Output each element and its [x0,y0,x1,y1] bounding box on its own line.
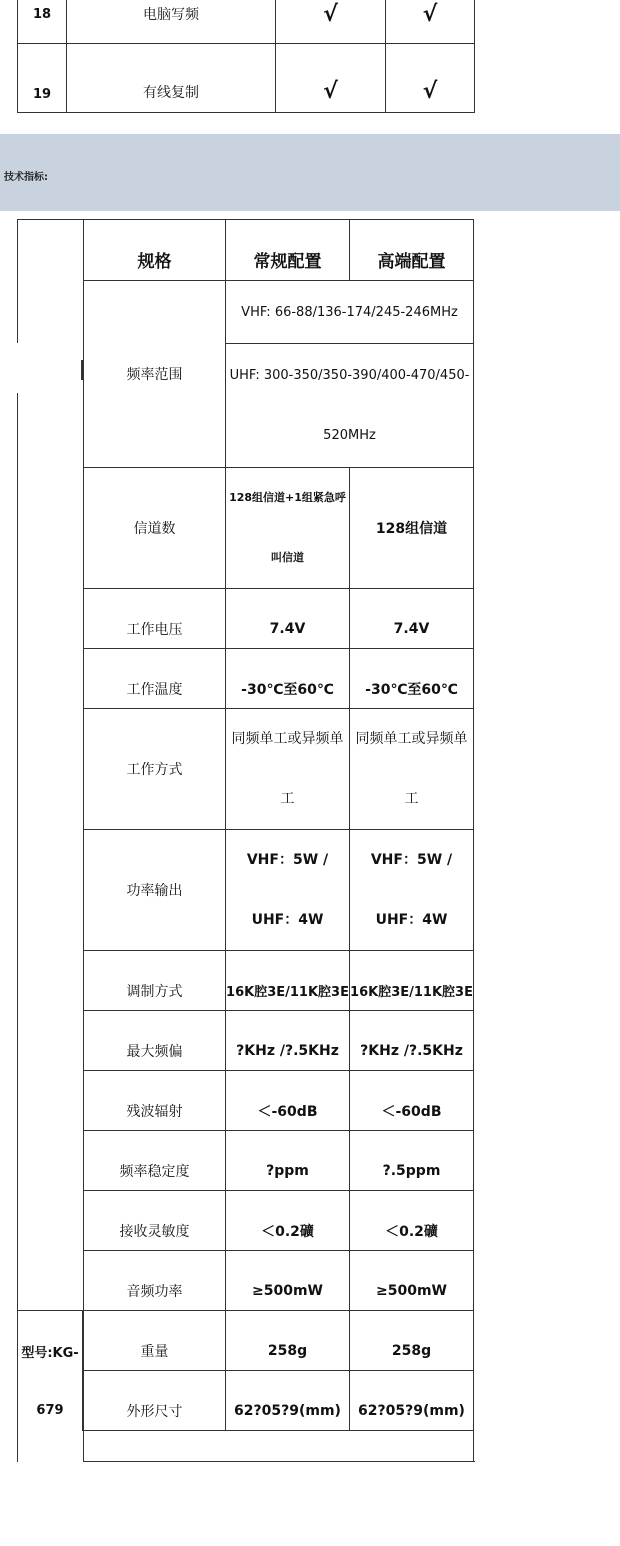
section-title: 技术指标: [4,172,48,183]
spec-value-line: UHF: 300-350/350-390/400-470/450- [229,367,470,383]
spec-value-line: 520MHz [323,427,376,443]
table-row [18,1311,474,1371]
spec-label: 信道数 [84,468,226,589]
check-mark: √ [276,0,386,44]
check-mark: √ [276,44,386,113]
spec-value-line: VHF：5W / [370,852,453,868]
spec-value-line: UHF：4W [375,912,448,928]
model-cell-blank [18,220,84,1462]
spec-value-line: 工 [280,791,295,807]
check-mark: √ [386,0,475,44]
spec-table [17,219,474,1462]
table-row [18,1011,474,1071]
spec-value-standard: 7.4V [226,589,350,649]
spec-value-high: 7.4V [350,589,474,649]
table-header-row [18,220,474,281]
table-row [18,1071,474,1131]
table-row [18,709,474,830]
spec-value-standard: 258g [226,1311,350,1371]
spec-value-high: 128组信道 [350,468,474,589]
row-number: 18 [18,0,67,44]
model-line: 型号:KG- [21,1346,79,1361]
spec-value-standard: 16K腔3E/11K腔3E [226,951,350,1011]
table-row [18,1191,474,1251]
spec-value-high: 16K腔3E/11K腔3E [350,951,474,1011]
spec-label: 重量 [84,1311,226,1371]
check-mark: √ [386,44,475,113]
table-row [18,830,474,951]
spec-label: 残波辐射 [84,1071,226,1131]
spec-label: 功率输出 [84,830,226,951]
header-spec: 规格 [84,220,226,281]
spec-value-standard: 62?05?9(mm) [226,1371,350,1431]
model-line: 679 [36,1403,64,1418]
table-row [18,468,474,589]
model-cell [17,1310,83,1431]
spec-value-high [350,709,474,830]
spec-label: 工作电压 [84,589,226,649]
spec-label: 频率范围 [84,281,226,468]
render-glitch-line [81,360,84,380]
row-number: 19 [18,44,67,113]
spec-value-high [350,830,474,951]
table-row [18,1131,474,1191]
spec-value-standard: ?KHz /?.5KHz [226,1011,350,1071]
spec-label: 最大频偏 [84,1011,226,1071]
spec-value-high: -30℃至60℃ [350,649,474,709]
table-row [18,1251,474,1311]
spec-label: 工作温度 [84,649,226,709]
spec-value-standard [226,468,350,589]
spec-value-line: 128组信道+1组紧急呼 [229,491,346,504]
spec-value-standard: -30℃至60℃ [226,649,350,709]
feature-name: 有线复制 [67,44,276,113]
spec-value-high: 258g [350,1311,474,1371]
spec-value [226,344,474,468]
spec-value-standard: ＜0.2礦 [226,1191,350,1251]
feature-name: 电脑写频 [67,0,276,44]
table-row [18,951,474,1011]
spec-value-high: ≥500mW [350,1251,474,1311]
spec-label: 接收灵敏度 [84,1191,226,1251]
table-row [18,0,475,44]
empty-footer-cell [84,1431,474,1462]
table-row [18,281,474,344]
spec-value-line: 叫信道 [271,551,304,564]
spec-label: 音频功率 [84,1251,226,1311]
spec-value-line: 工 [404,791,419,807]
spec-value-line: 同频单工或异频单 [231,731,344,747]
spec-value-high: 62?05?9(mm) [350,1371,474,1431]
spec-label: 外形尺寸 [84,1371,226,1431]
spec-value-high: ＜-60dB [350,1071,474,1131]
header-standard: 常规配置 [226,220,350,281]
table-row [18,589,474,649]
table-row [18,1371,474,1431]
section-header [0,134,620,211]
table-row [18,44,475,113]
spec-value-standard: ?ppm [226,1131,350,1191]
spec-value-standard: ≥500mW [226,1251,350,1311]
spec-value-line: 同频单工或异频单 [355,731,468,747]
spec-value-standard [226,830,350,951]
header-high: 高端配置 [350,220,474,281]
spec-value-high: ?KHz /?.5KHz [350,1011,474,1071]
spec-value-standard [226,709,350,830]
feature-table [17,0,475,113]
spec-value-standard: ＜-60dB [226,1071,350,1131]
spec-label: 频率稳定度 [84,1131,226,1191]
table-row [18,649,474,709]
spec-value-high: ＜0.2礦 [350,1191,474,1251]
spec-value-line: VHF：5W / [246,852,329,868]
spec-value: VHF: 66-88/136-174/245-246MHz [226,281,474,344]
render-glitch [14,343,19,393]
spec-label: 调制方式 [84,951,226,1011]
spec-value-line: UHF：4W [251,912,324,928]
table-footer-row [18,1431,474,1462]
spec-label: 工作方式 [84,709,226,830]
spec-value-high: ?.5ppm [350,1131,474,1191]
